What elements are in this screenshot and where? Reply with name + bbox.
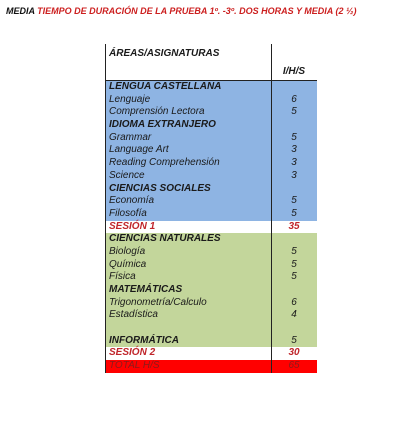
row-value: 3 [291,169,297,181]
row-label: Reading Comprehensión [109,157,220,169]
row-value: 3 [291,157,297,169]
left-border [105,144,106,157]
table-row [105,183,317,196]
row-value: 5 [291,207,297,219]
row-label: Estadística [109,309,158,321]
row-value: 5 [291,271,297,283]
row-label: Biología [109,245,146,257]
left-border [105,347,106,360]
title-duration: TIEMPO DE DURACIÓN DE LA PRUEBA 1º. -3º. DOS HORAS Y MEDIA (2 ½) [37,6,357,16]
row-label: Economía [109,195,155,207]
left-border [105,119,106,132]
left-border [105,170,106,183]
left-border [105,44,106,64]
row-label: CIENCIAS SOCIALES [109,182,211,194]
left-border [105,106,106,119]
left-border [105,183,106,196]
table-row [105,360,317,373]
column-divider [271,322,272,335]
column-divider [271,119,272,132]
column-divider [271,284,272,297]
table-row [105,246,317,259]
row-label: INFORMÁTICA [109,334,179,346]
table-row [105,195,317,208]
left-border [105,132,106,145]
left-border [105,221,106,234]
left-border [105,195,106,208]
row-value: 5 [291,195,297,207]
left-border [105,335,106,348]
row-label: MATEMÁTICAS [109,284,183,295]
table-row [105,132,317,145]
left-border [105,284,106,297]
table-row [105,259,317,272]
column-divider [271,81,272,94]
left-border [105,233,106,246]
table-row [105,284,317,297]
left-border [105,309,106,322]
left-border [105,64,106,80]
left-border [105,297,106,310]
row-label: SESIÓN 1 [109,220,156,232]
table-row [105,347,317,360]
row-label: Science [109,169,145,181]
row-label: Física [109,271,136,283]
table-row [105,233,317,246]
row-value: 30 [288,347,300,359]
column-divider [271,44,272,64]
table-body [105,80,317,373]
table-row [105,335,317,348]
left-border [105,81,106,94]
document-title [6,6,356,16]
left-border [105,360,106,373]
table-row [105,322,317,335]
row-label: Lenguaje [109,93,151,105]
header-ihs: I/H/S [282,66,306,77]
title-media: MEDIA [6,6,38,16]
table-row [105,271,317,284]
row-value: 4 [291,309,297,321]
row-label: IDIOMA EXTRANJERO [109,119,216,131]
header-areas: ÁREAS/ASIGNATURAS [109,48,220,59]
row-value: 35 [288,220,300,232]
row-value: 5 [291,106,297,118]
table-row [105,170,317,183]
left-border [105,259,106,272]
table-row [105,106,317,119]
row-label: Química [109,258,147,270]
row-label: SESIÓN 2 [109,347,156,359]
table-row [105,208,317,221]
row-value: 65 [288,360,300,372]
row-value: 6 [291,93,297,105]
left-border [105,157,106,170]
row-value: 5 [291,334,297,346]
subjects-table [105,44,317,373]
row-label: CIENCIAS NATURALES [109,233,221,245]
table-row [105,309,317,322]
left-border [105,271,106,284]
table-row [105,94,317,107]
left-border [105,246,106,259]
column-divider [271,183,272,196]
row-label: TOTAL H/S [109,360,160,372]
row-value: 5 [291,131,297,143]
table-row [105,80,317,94]
table-row [105,157,317,170]
left-border [105,322,106,335]
table-row [105,297,317,310]
table-row [105,144,317,157]
table-row [105,221,317,234]
row-value: 6 [291,296,297,308]
row-label: Grammar [109,131,152,143]
table-row [105,119,317,132]
left-border [105,208,106,221]
row-label: Trigonometría/Calculo [109,296,207,308]
row-label: Comprensión Lectora [109,106,205,118]
row-value: 5 [291,245,297,257]
row-label: Language Art [109,144,169,156]
row-label: Filosofía [109,207,147,219]
table-subheader [105,64,317,80]
left-border [105,94,106,107]
row-label: LENGUA CASTELLANA [109,81,222,92]
row-value: 3 [291,144,297,156]
table-header [105,44,317,64]
row-value: 5 [291,258,297,270]
column-divider [271,233,272,246]
